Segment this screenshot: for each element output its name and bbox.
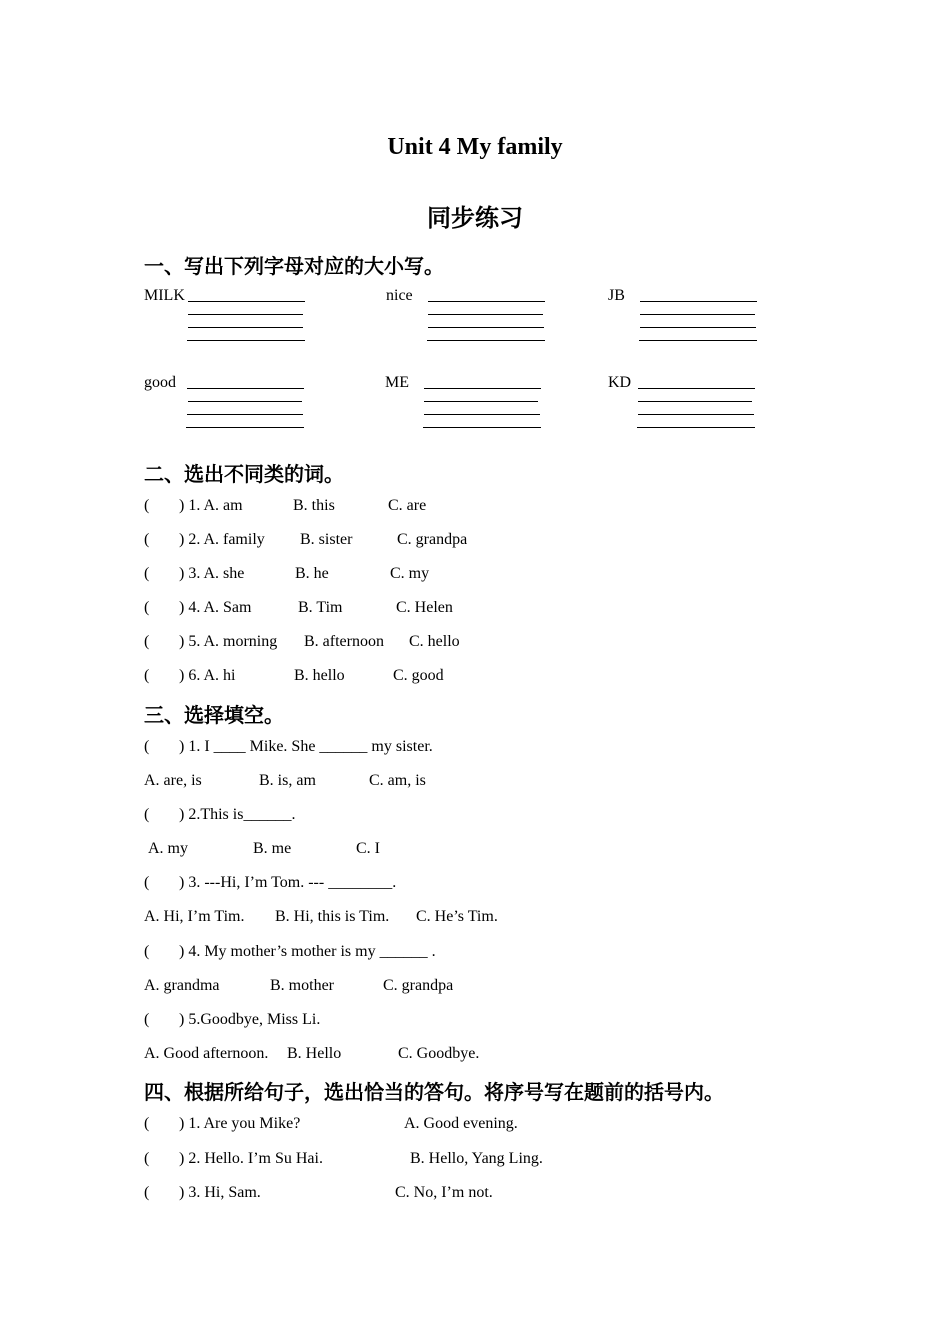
blank-line[interactable] xyxy=(187,340,305,341)
question-text: ) 5. A. morning xyxy=(179,633,278,650)
blank-line[interactable] xyxy=(187,414,303,415)
blank-line[interactable] xyxy=(427,340,545,341)
answer-paren[interactable]: ( xyxy=(144,1011,150,1028)
word-milk: MILK xyxy=(144,287,185,304)
blank-line[interactable] xyxy=(637,427,755,428)
option-c: C. grandpa xyxy=(397,531,468,548)
blank-line[interactable] xyxy=(638,414,754,415)
section-4-heading: 四、根据所给句子，选出恰当的答句。将序号写在题前的括号内。 xyxy=(144,1080,724,1104)
option-b: B. sister xyxy=(300,531,353,548)
option-b: B. Hi, this is Tim. xyxy=(275,908,390,925)
word-nice: nice xyxy=(386,287,413,304)
question-text: ) 3. ---Hi, I’m Tom. --- ________. xyxy=(179,874,397,891)
option-a: A. are, is xyxy=(144,772,202,789)
option-a: A. grandma xyxy=(144,977,220,994)
blank-line[interactable] xyxy=(424,401,538,402)
word-kd: KD xyxy=(608,374,632,391)
option-c: C. are xyxy=(388,497,427,514)
blank-line[interactable] xyxy=(186,427,304,428)
answer-paren[interactable]: ( xyxy=(144,738,150,755)
answer-paren[interactable]: ( xyxy=(144,874,150,891)
blank-line[interactable] xyxy=(638,388,755,389)
option-c: C. Helen xyxy=(396,599,453,616)
question-text: ) 1. A. am xyxy=(179,497,243,514)
answer-paren[interactable]: ( xyxy=(144,599,150,616)
answer-option: A. Good evening. xyxy=(404,1115,518,1132)
answer-paren[interactable]: ( xyxy=(144,1184,150,1201)
option-a: A. Good afternoon. xyxy=(144,1045,269,1062)
answer-paren[interactable]: ( xyxy=(144,633,150,650)
option-b: B. Tim xyxy=(298,599,343,616)
answer-paren[interactable]: ( xyxy=(144,806,150,823)
question-text: ) 5.Goodbye, Miss Li. xyxy=(179,1011,321,1028)
option-b: B. me xyxy=(253,840,292,857)
answer-option: B. Hello, Yang Ling. xyxy=(410,1150,543,1167)
answer-paren[interactable]: ( xyxy=(144,497,150,514)
answer-paren[interactable]: ( xyxy=(144,943,150,960)
blank-line[interactable] xyxy=(640,314,755,315)
option-a: A. Hi, I’m Tim. xyxy=(144,908,245,925)
option-b: B. hello xyxy=(294,667,345,684)
blank-line[interactable] xyxy=(423,427,541,428)
option-b: B. mother xyxy=(270,977,334,994)
question-text: ) 1. Are you Mike? xyxy=(179,1115,301,1132)
blank-line[interactable] xyxy=(640,301,757,302)
word-jb: JB xyxy=(608,287,625,304)
option-c: C. hello xyxy=(409,633,460,650)
blank-line[interactable] xyxy=(639,340,757,341)
question-text: ) 3. Hi, Sam. xyxy=(179,1184,261,1201)
question-text: ) 6. A. hi xyxy=(179,667,236,684)
blank-line[interactable] xyxy=(188,314,303,315)
option-c: C. grandpa xyxy=(383,977,454,994)
page-subtitle: 同步练习 xyxy=(427,204,523,232)
answer-option: C. No, I’m not. xyxy=(395,1184,493,1201)
option-b: B. he xyxy=(295,565,329,582)
option-c: C. He’s Tim. xyxy=(416,908,498,925)
blank-line[interactable] xyxy=(638,401,752,402)
section-3-heading: 三、选择填空。 xyxy=(144,703,284,727)
page-title: Unit 4 My family xyxy=(387,134,563,160)
answer-paren[interactable]: ( xyxy=(144,565,150,582)
blank-line[interactable] xyxy=(428,314,543,315)
blank-line[interactable] xyxy=(188,301,305,302)
option-c: C. I xyxy=(356,840,380,857)
option-b: B. Hello xyxy=(287,1045,342,1062)
word-good: good xyxy=(144,374,176,391)
blank-line[interactable] xyxy=(424,414,540,415)
option-c: C. am, is xyxy=(369,772,426,789)
option-c: C. Goodbye. xyxy=(398,1045,480,1062)
option-b: B. afternoon xyxy=(304,633,384,650)
question-text: ) 1. I ____ Mike. She ______ my sister. xyxy=(179,738,433,755)
answer-paren[interactable]: ( xyxy=(144,667,150,684)
question-text: ) 2.This is______. xyxy=(179,806,296,823)
blank-line[interactable] xyxy=(188,327,303,328)
section-2-heading: 二、选出不同类的词。 xyxy=(144,462,344,486)
blank-line[interactable] xyxy=(187,388,304,389)
question-text: ) 3. A. she xyxy=(179,565,245,582)
answer-paren[interactable]: ( xyxy=(144,1115,150,1132)
blank-line[interactable] xyxy=(428,327,544,328)
question-text: ) 2. Hello. I’m Su Hai. xyxy=(179,1150,323,1167)
blank-line[interactable] xyxy=(428,301,545,302)
question-text: ) 4. A. Sam xyxy=(179,599,252,616)
section-1-heading: 一、写出下列字母对应的大小写。 xyxy=(144,254,444,278)
option-b: B. is, am xyxy=(259,772,316,789)
blank-line[interactable] xyxy=(640,327,756,328)
question-text: ) 2. A. family xyxy=(179,531,265,548)
answer-paren[interactable]: ( xyxy=(144,531,150,548)
blank-line[interactable] xyxy=(188,401,302,402)
option-c: C. good xyxy=(393,667,444,684)
question-text: ) 4. My mother’s mother is my ______ . xyxy=(179,943,436,960)
option-a: A. my xyxy=(148,840,188,857)
word-me: ME xyxy=(385,374,409,391)
answer-paren[interactable]: ( xyxy=(144,1150,150,1167)
option-c: C. my xyxy=(390,565,430,582)
option-b: B. this xyxy=(293,497,335,514)
blank-line[interactable] xyxy=(424,388,541,389)
